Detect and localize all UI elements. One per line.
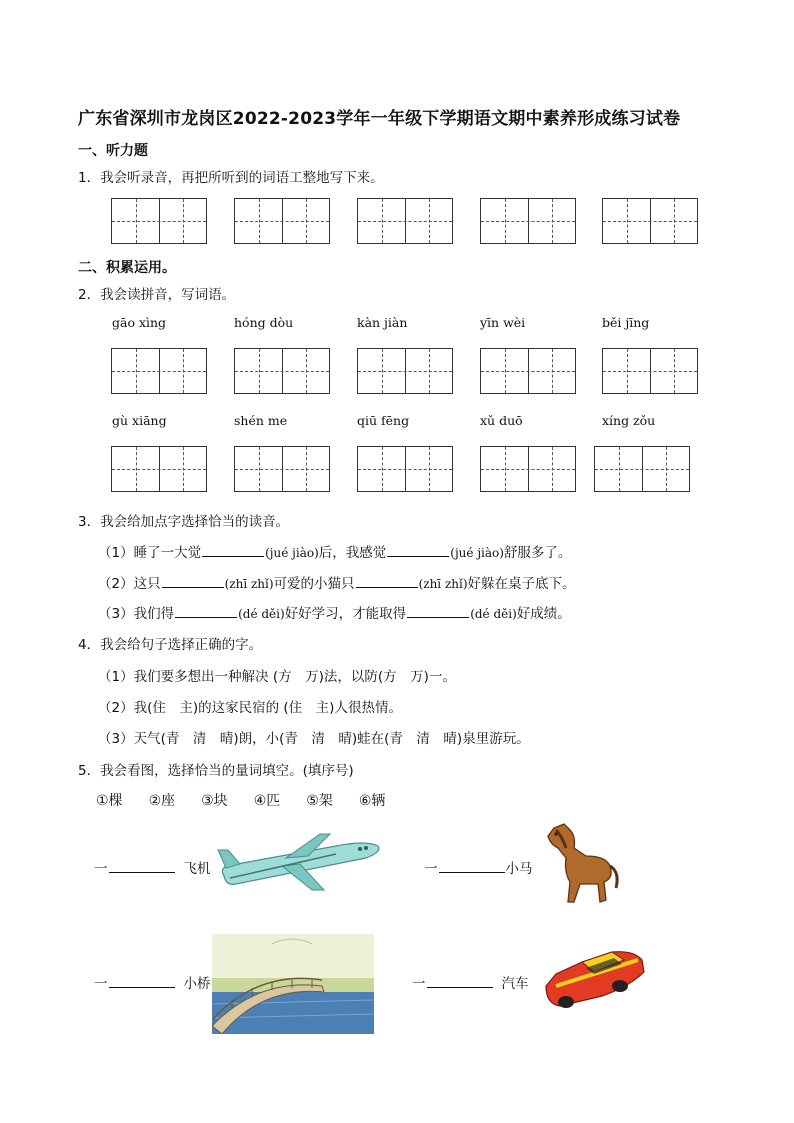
question-number: 5．: [78, 763, 101, 779]
answer-blank[interactable]: [175, 605, 237, 618]
pinyin-label: xǔ duō: [480, 413, 523, 428]
sentence-text: 好好学习，才能取得: [284, 606, 407, 622]
option-label: ⑤架: [306, 793, 333, 809]
page-title: 广东省深圳市龙岗区2022-2023学年一年级下学期语文期中素养形成练习试卷: [78, 109, 681, 129]
question-text: 我会给句子选择正确的字。: [100, 637, 263, 653]
item-noun: 飞机: [183, 861, 211, 877]
horse-illustration: [540, 822, 622, 910]
sentence-text: 好躲在桌子底下。: [467, 576, 576, 592]
pinyin-label: qiū fēng: [357, 413, 410, 428]
writing-grid-box[interactable]: [111, 198, 207, 244]
pinyin-label: gù xiāng: [112, 413, 167, 428]
pinyin-options: (jué jiào): [265, 546, 319, 560]
item-prefix: 一: [94, 861, 108, 877]
option-label: ②座: [148, 793, 176, 809]
answer-blank[interactable]: [439, 860, 505, 873]
fill-item-horse: [424, 857, 533, 877]
pinyin-options: (dé děi): [470, 607, 517, 621]
writing-grid-box[interactable]: [357, 198, 453, 244]
question-text: 我会听录音，再把所听到的词语工整地写下来。: [100, 170, 384, 186]
question-text: 我会读拼音，写词语。: [100, 287, 236, 303]
sentence-text: （2）这只: [98, 576, 161, 592]
question-1: [78, 166, 384, 186]
writing-grid-box[interactable]: [602, 198, 698, 244]
pinyin-options: (jué jiào): [450, 546, 504, 560]
sentence-text: 舒服多了。: [503, 545, 572, 561]
fill-item-bridge: [94, 972, 211, 992]
pinyin-options: (zhī zhǐ): [224, 577, 274, 591]
writing-grid-box[interactable]: [234, 348, 330, 394]
option-label: ⑥辆: [358, 793, 386, 809]
question-text: 我会看图，选择恰当的量词填空。(填序号): [100, 763, 354, 779]
pinyin-label: běi jīng: [602, 315, 650, 330]
pinyin-label: kàn jiàn: [357, 315, 408, 330]
question-text: 我会给加点字选择恰当的读音。: [100, 514, 290, 530]
item-prefix: 一: [94, 976, 108, 992]
question-number: 1．: [78, 170, 101, 186]
fill-item-car: [412, 972, 529, 992]
question-3-line-3: [98, 602, 571, 622]
section-heading-listening: 一、听力题: [78, 143, 148, 159]
writing-grid-box[interactable]: [357, 446, 453, 492]
pinyin-options: (dé děi): [238, 607, 285, 621]
option-label: ①棵: [96, 793, 123, 809]
question-3-line-2: [98, 572, 576, 592]
writing-grid-box[interactable]: [480, 446, 576, 492]
item-noun: 小桥: [183, 976, 211, 992]
answer-blank[interactable]: [356, 575, 418, 588]
question-2: [78, 283, 235, 303]
question-3-line-1: [98, 541, 571, 561]
question-4-line-1: （1）我们要多想出一种解决 (方 万)法，以防(方 万)一。: [98, 669, 456, 685]
item-noun: 小马: [505, 861, 533, 877]
sentence-text: 好成绩。: [516, 606, 571, 622]
pinyin-label: gāo xìng: [112, 315, 167, 330]
writing-grid-box[interactable]: [480, 198, 576, 244]
question-3: [78, 510, 289, 530]
bridge-illustration: [212, 934, 374, 1034]
airplane-illustration: [216, 832, 382, 896]
question-4: [78, 633, 262, 653]
option-label: ③块: [201, 793, 228, 809]
writing-grid-box[interactable]: [234, 198, 330, 244]
sentence-text: （1）睡了一大觉: [98, 545, 202, 561]
pinyin-label: shén me: [234, 413, 288, 428]
answer-blank[interactable]: [202, 544, 264, 557]
question-number: 2．: [78, 287, 101, 303]
pinyin-label: xíng zǒu: [602, 413, 656, 428]
answer-blank[interactable]: [109, 860, 175, 873]
writing-grid-box[interactable]: [111, 348, 207, 394]
writing-grid-box[interactable]: [594, 446, 690, 492]
writing-grid-box[interactable]: [111, 446, 207, 492]
answer-blank[interactable]: [109, 975, 175, 988]
writing-grid-box[interactable]: [234, 446, 330, 492]
answer-blank[interactable]: [427, 975, 493, 988]
sentence-text: 可爱的小猫只: [273, 576, 355, 592]
pinyin-options: (zhī zhǐ): [418, 577, 468, 591]
writing-grid-box[interactable]: [357, 348, 453, 394]
pinyin-label: hóng dòu: [234, 315, 294, 330]
item-noun: 汽车: [501, 976, 529, 992]
measure-word-options: [96, 790, 385, 810]
answer-blank[interactable]: [387, 544, 449, 557]
question-number: 4．: [78, 637, 101, 653]
car-illustration: [542, 946, 648, 1012]
item-prefix: 一: [424, 861, 438, 877]
question-5: [78, 759, 354, 779]
item-prefix: 一: [412, 976, 426, 992]
writing-grid-box[interactable]: [602, 348, 698, 394]
question-4-line-2: （2）我(住 主)的这家民宿的 (住 主)人很热情。: [98, 700, 402, 716]
answer-blank[interactable]: [407, 605, 469, 618]
fill-item-plane: [94, 857, 211, 877]
sentence-text: （3）我们得: [98, 606, 175, 622]
option-label: ④匹: [253, 793, 281, 809]
answer-blank[interactable]: [162, 575, 224, 588]
section-heading-accumulation: 二、积累运用。: [78, 260, 176, 276]
question-4-line-3: （3）天气(青 清 晴)朗，小(青 清 晴)蛙在(青 清 晴)泉里游玩。: [98, 731, 530, 747]
sentence-text: 后，我感觉: [318, 545, 387, 561]
question-number: 3．: [78, 514, 101, 530]
pinyin-label: yīn wèi: [480, 315, 526, 330]
writing-grid-box[interactable]: [480, 348, 576, 394]
